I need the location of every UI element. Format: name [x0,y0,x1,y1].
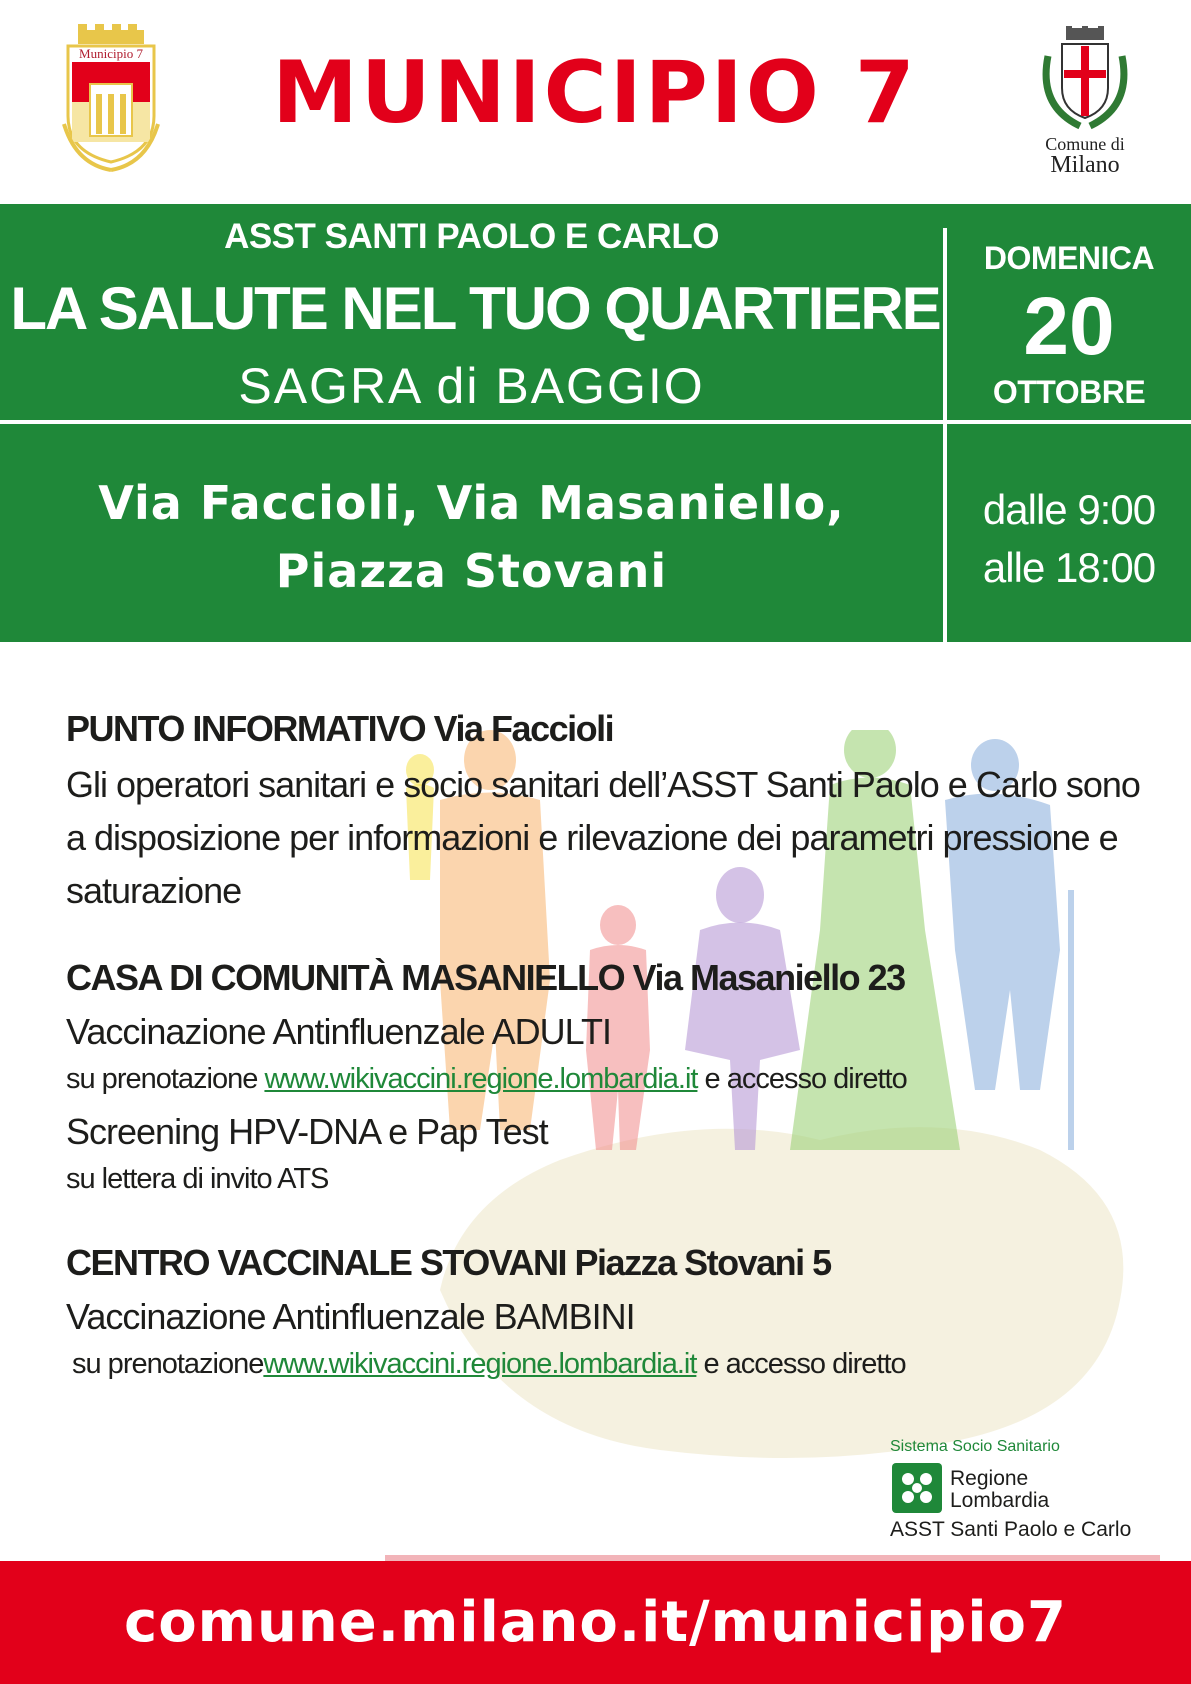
booking-prefix: su prenotazione [72,1348,264,1380]
municipio-7-logo [56,24,166,174]
banner-divider-horizontal [0,420,1191,424]
centro-vaccinale-vaccination-children: Vaccinazione Antinfluenzale BAMBINI [66,1296,635,1337]
comune-di-milano-logo [1030,26,1140,176]
event-month: OTTOBRE [992,374,1146,410]
milano-logo-line1: Comune di [1045,134,1125,154]
booking-suffix: e accesso diretto [697,1063,907,1095]
regione-lombardia-icon [892,1463,942,1513]
wikivaccini-link[interactable]: www.wikivaccini.regione.lombardia.it [263,1348,697,1380]
event-address-line1: Via Faccioli, Via Masaniello, [98,476,845,530]
event-time-to: alle 18:00 [982,544,1156,591]
event-headline: LA SALUTE NEL TUO QUARTIERE [10,275,940,342]
page-title: MUNICIPIO 7 [272,43,918,143]
centro-vaccinale-booking-line [72,1348,1152,1381]
info-point-body: Gli operatori sanitari e socio sanitari dell’ASST Santi Paolo e Carlo sono a disposizione per informazioni e rilevazione dei parametri pressione e saturazione [66,764,1140,911]
footer-website-link[interactable]: comune.milano.it/municipio7 [124,1590,1067,1655]
casa-comunita-booking-line [66,1063,1146,1096]
booking-suffix: e accesso diretto [696,1348,906,1380]
wikivaccini-link[interactable]: www.wikivaccini.regione.lombardia.it [264,1063,698,1095]
municipio-logo-text: Municipio 7 [79,46,143,61]
event-day-number: 20 [1023,281,1115,372]
event-name: SAGRA di BAGGIO [238,358,705,414]
organization-heading: ASST SANTI PAOLO E CARLO [224,217,719,256]
casa-comunita-vaccination-adults: Vaccinazione Antinfluenzale ADULTI [66,1011,612,1052]
regione-logo-name-line1: Regione [950,1467,1029,1490]
regione-logo-name-line2: Lombardia [950,1489,1050,1512]
casa-comunita-heading: CASA DI COMUNITÀ MASANIELLO Via Masaniello 23 [66,957,905,998]
casa-comunita-screening: Screening HPV-DNA e Pap Test [66,1111,548,1152]
regione-logo-asst: ASST Santi Paolo e Carlo [890,1518,1132,1541]
booking-prefix: su prenotazione [66,1063,265,1095]
event-day-name: DOMENICA [983,240,1155,276]
milano-logo-line2: Milano [1050,152,1120,176]
centro-vaccinale-heading: CENTRO VACCINALE STOVANI Piazza Stovani 5 [66,1242,831,1283]
casa-comunita-screening-note: su lettera di invito ATS [66,1163,329,1195]
regione-logo-caption: Sistema Socio Sanitario [890,1438,1060,1455]
info-point-heading: PUNTO INFORMATIVO Via Faccioli [66,708,614,749]
event-address-line2: Piazza Stovani [275,544,668,598]
event-time-from: dalle 9:00 [982,486,1156,533]
